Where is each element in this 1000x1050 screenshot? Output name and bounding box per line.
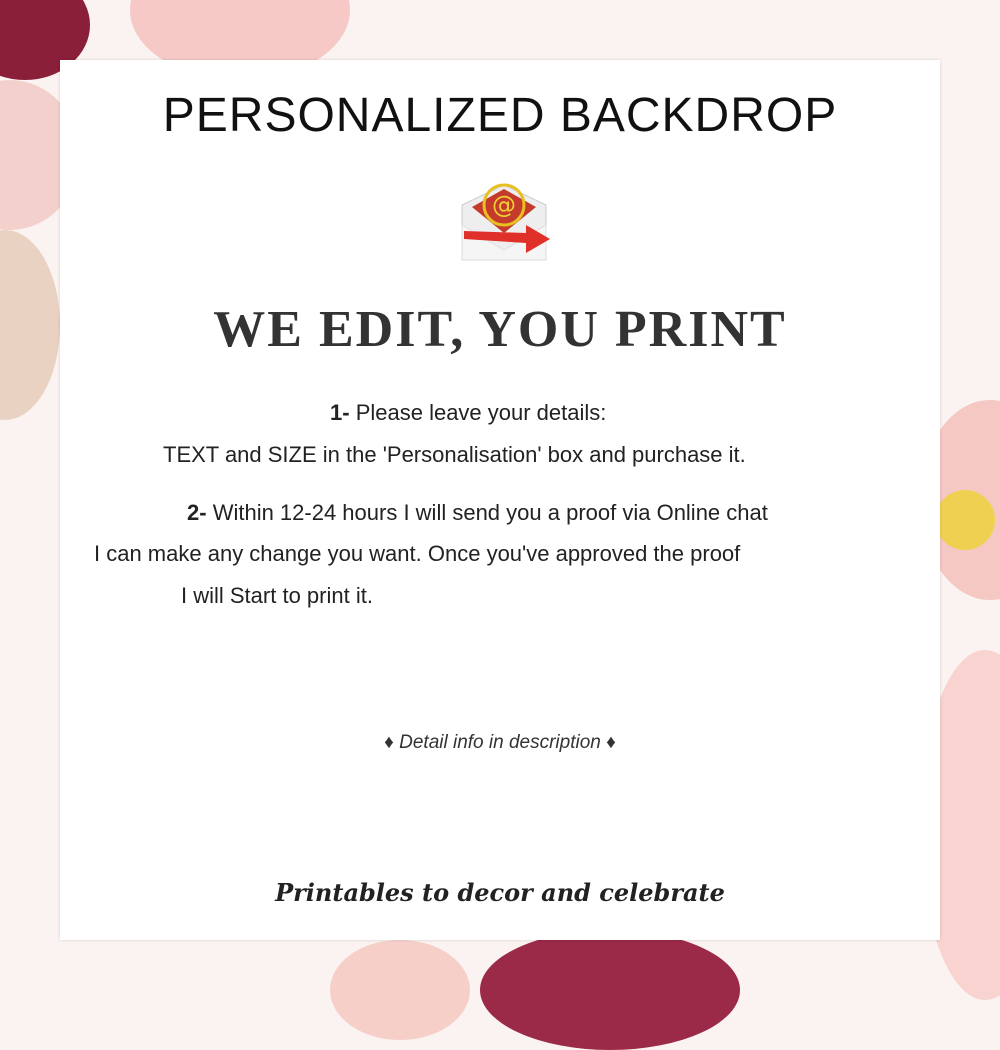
content-card [60,60,940,940]
step1-line1: Please leave your details: [355,400,607,425]
step2-line3: I will Start to print it. [181,583,373,608]
step2-line1: Within 12-24 hours I will send you a proof via Online chat [212,500,768,525]
svg-text:@: @ [492,191,516,219]
step2-number: 2- [187,500,207,525]
step2-line2: I can make any change you want. Once you've approved the proof [94,541,741,566]
detail-info: ♦ Detail info in description ♦ [384,732,616,753]
step1-number: 1- [330,400,350,425]
email-send-icon [456,175,552,265]
page-title: PERSONALIZED BACKDROP [162,89,838,142]
headline: WE EDIT, YOU PRINT [213,301,787,358]
step1-line2: TEXT and SIZE in the 'Personalisation' box and purchase it. [163,442,746,467]
footer-tagline: Printables to decor and celebrate [275,878,725,907]
